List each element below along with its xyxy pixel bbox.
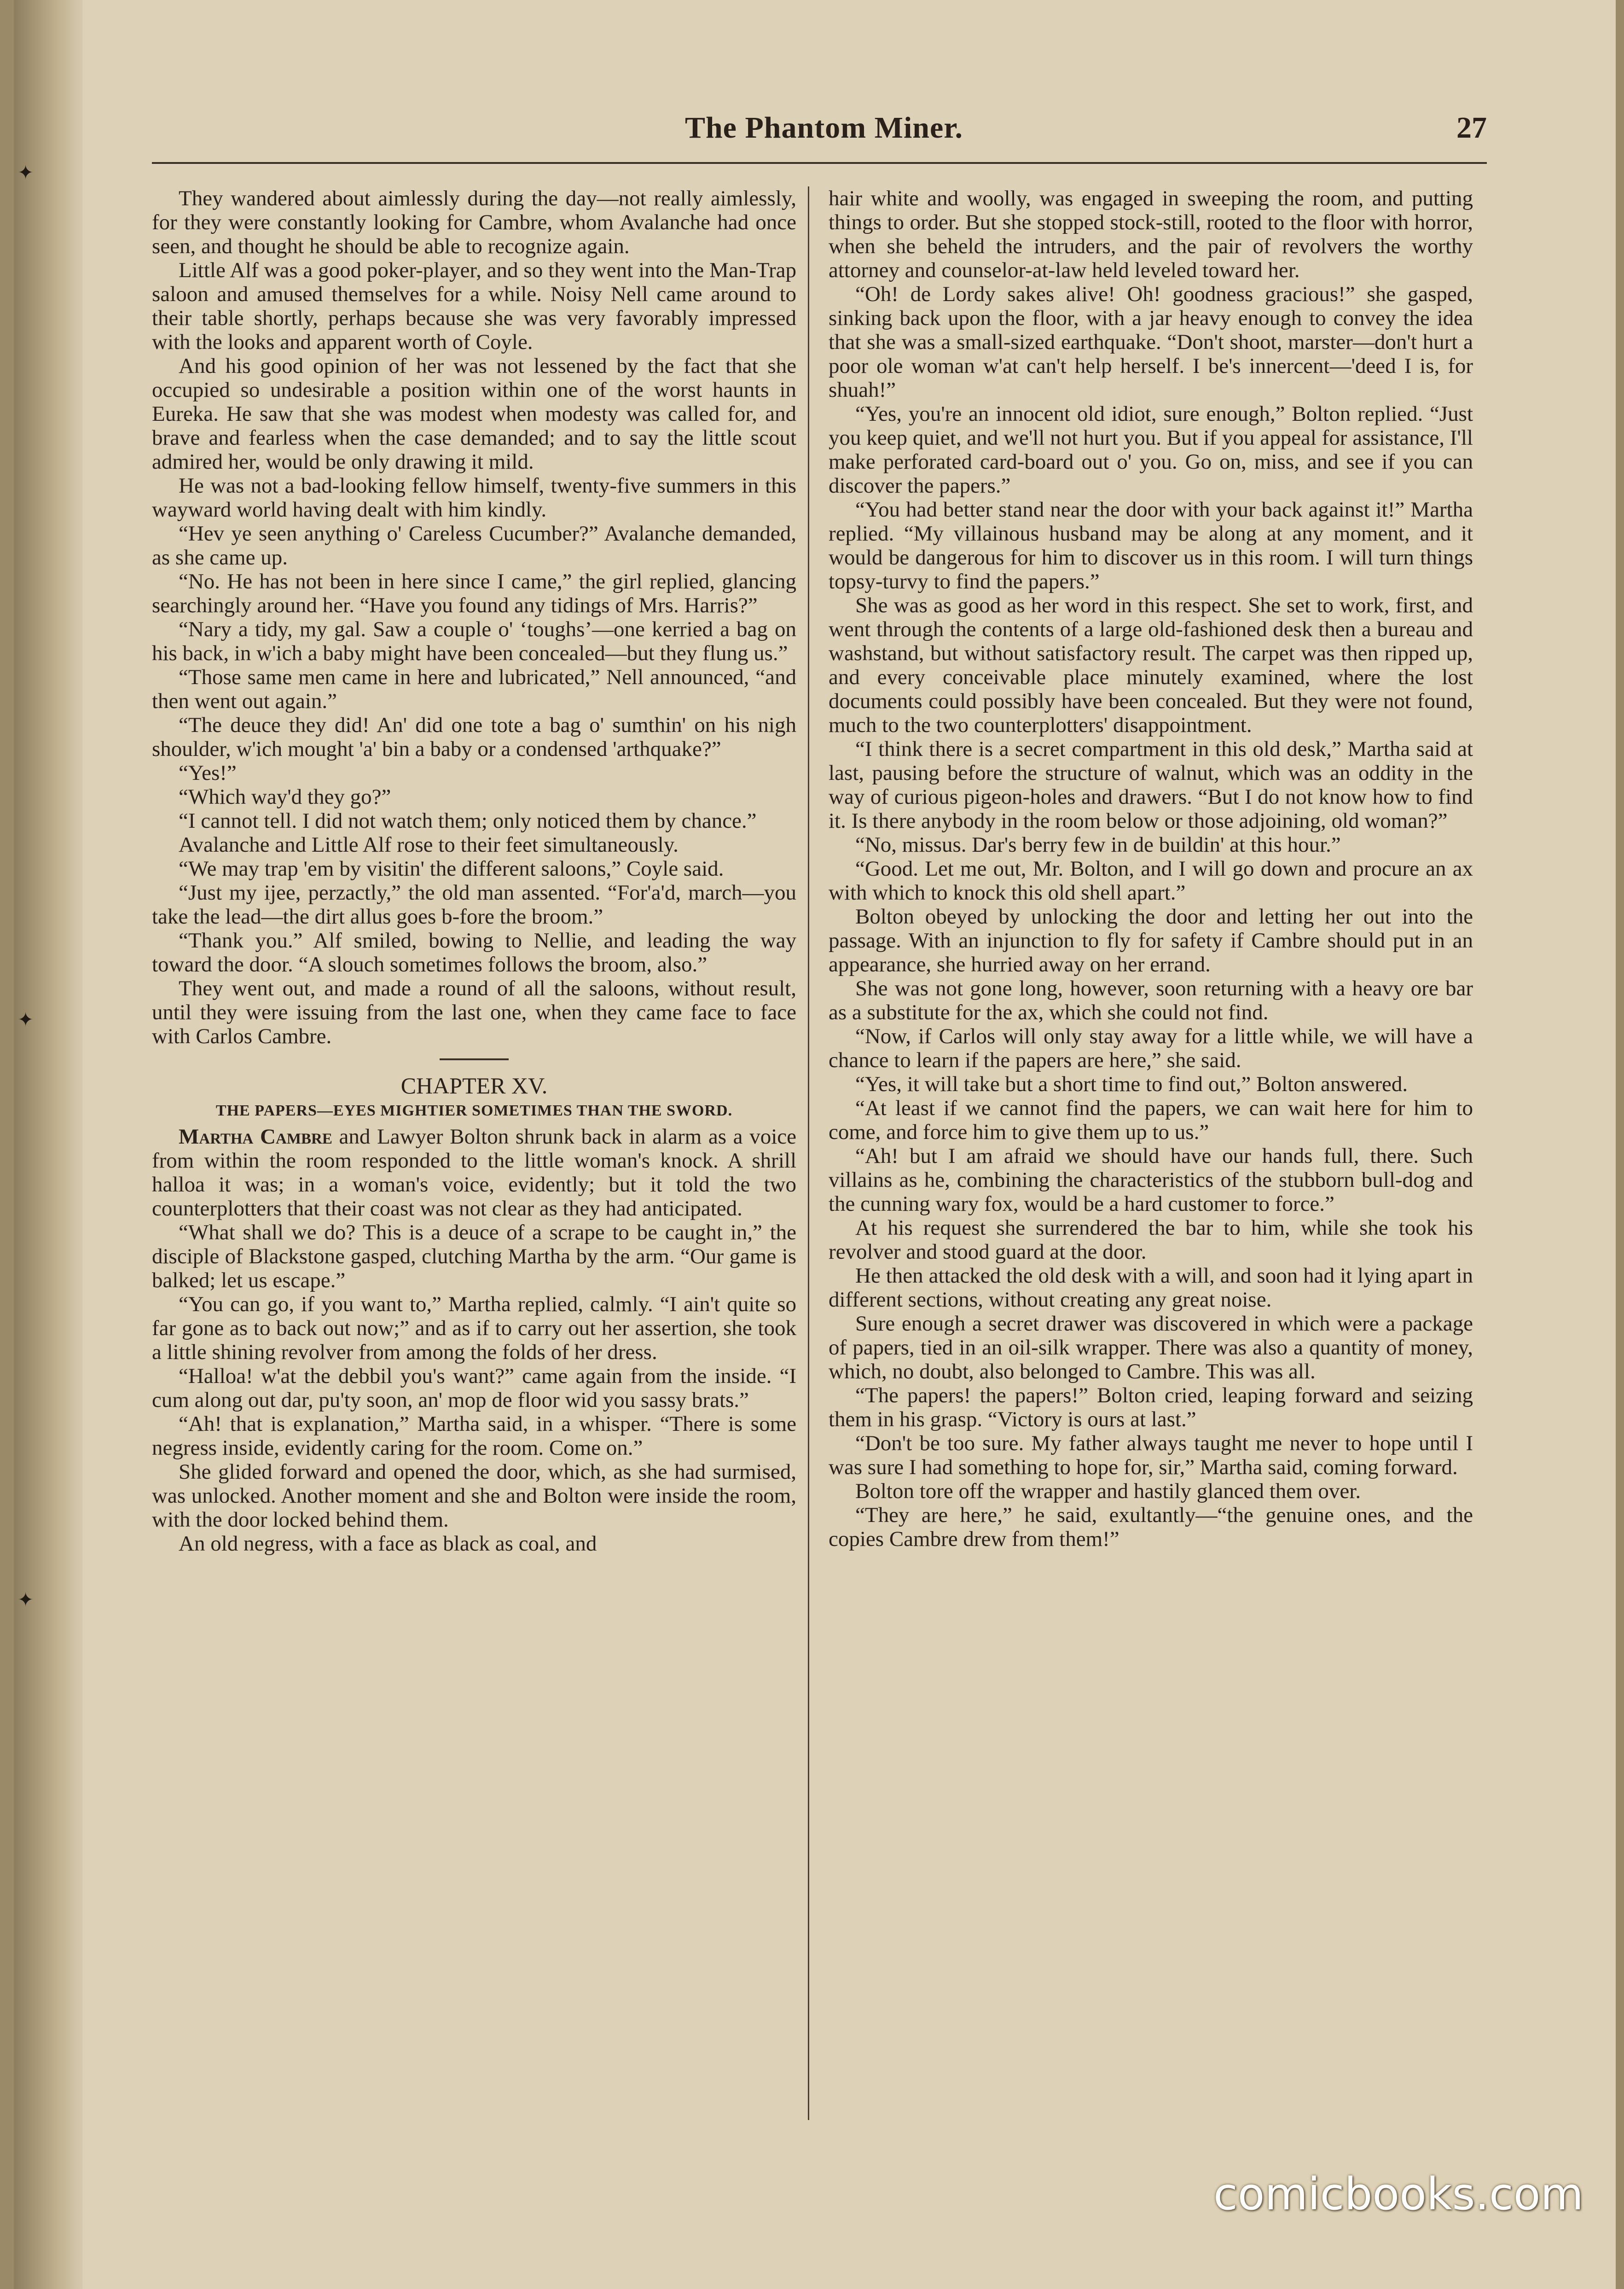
chapter-heading: CHAPTER XV. bbox=[400, 1073, 548, 1098]
paragraph: “You can go, if you want to,” Martha replied, calmly. “I ain't quite so far gone as to back out now;” and as if to carry out her assertion, she took a little shining revolver from among the folds of her dress. bbox=[152, 1292, 796, 1364]
running-title: The Phantom Miner. bbox=[684, 111, 963, 145]
paragraph: “Oh! de Lordy sakes alive! Oh! goodness gracious!” she gasped, sinking back upon the floor, with a jar heavy enough to convey the idea that she was a small-sized earthquake. “Don't shoot, marster—don't hurt a poor ole woman w'at can't help herself. I be's innercent—'deed I is, for shuah!” bbox=[829, 282, 1473, 402]
paragraph: “Now, if Carlos will only stay away for a little while, we will have a chance to learn if the papers are here,” she said. bbox=[829, 1024, 1473, 1072]
binding-gutter bbox=[14, 0, 83, 2289]
paragraph: “At least if we cannot find the papers, we can wait here for him to come, and force him to give them up to us.” bbox=[829, 1096, 1473, 1144]
paragraph: “Yes!” bbox=[179, 761, 237, 785]
chapter-divider bbox=[440, 1058, 509, 1060]
paragraph: She was as good as her word in this respect. She set to work, first, and went through the contents of a large old-fashioned desk then a bureau and washstand, but without satisfactory result. The carpet was then ripped up, and every conceivable place minutely examined, where the lost documents could possibly have been concealed. But they were not found, much to the two counterplotters' disappointment. bbox=[829, 593, 1473, 737]
column-divider bbox=[808, 186, 809, 2120]
paragraph: Little Alf was a good poker-player, and so they went into the Man-Trap saloon and amused themselves for a while. Noisy Nell came around to their table shortly, perhaps because she was very favorably impressed with the looks and apparent worth of Coyle. bbox=[152, 258, 796, 354]
paragraph: “Those same men came in here and lubricated,” Nell announced, “and then went out again.” bbox=[152, 665, 796, 713]
paragraph: She was not gone long, however, soon returning with a heavy ore bar as a substitute for the ax, which she could not find. bbox=[829, 976, 1473, 1024]
paragraph: “They are here,” he said, exultantly—“the genuine ones, and the copies Cambre drew from them!” bbox=[829, 1503, 1473, 1551]
binding-staple-icon: ✦ bbox=[17, 1588, 34, 1611]
paragraph: “The papers! the papers!” Bolton cried, leaping forward and seizing them in his grasp. “Victory is ours at last.” bbox=[829, 1383, 1473, 1431]
binding-staple-icon: ✦ bbox=[17, 161, 34, 184]
paragraph: “Good. Let me out, Mr. Bolton, and I will go down and procure an ax with which to knock this old shell apart.” bbox=[829, 857, 1473, 905]
site-watermark: comicbooks.com bbox=[1213, 2168, 1583, 2220]
paragraph-continued: hair white and woolly, was engaged in sweeping the room, and putting things to order. But she stopped stock-still, rooted to the floor with horror, when she beheld the intruders, and the pair of revolvers the worthy attorney and counselor-at-law held leveled toward her. bbox=[829, 186, 1473, 282]
paragraph: “Ah! but I am afraid we should have our hands full, there. Such villains as he, combining the characteristics of the stubborn bull-dog and the cunning wary fox, would be a hard customer to force.” bbox=[829, 1144, 1473, 1216]
paragraph: “I think there is a secret compartment in this old desk,” Martha said at last, pausing before the structure of walnut, which was an oddity in the way of curious pigeon-holes and drawers. “But I do not know how to find it. Is there anybody in the room below or those adjoining, old woman?” bbox=[829, 737, 1473, 833]
paragraph: He was not a bad-looking fellow himself, twenty-five summers in this wayward world having dealt with him kindly. bbox=[152, 474, 796, 522]
page-number: 27 bbox=[1456, 111, 1487, 145]
paragraph: They went out, and made a round of all the saloons, without result, until they were issuing from the last one, when they came face to face with Carlos Cambre. bbox=[152, 976, 796, 1048]
paragraph: “Nary a tidy, my gal. Saw a couple o' ‘toughs’—one kerried a bag on his back, in w'ich a baby might have been concealed—but they flung us.” bbox=[152, 617, 796, 665]
paragraph: “Hev ye seen anything o' Careless Cucumber?” Avalanche demanded, as she came up. bbox=[152, 522, 796, 569]
paragraph: “No. He has not been in here since I came,” the girl replied, glancing searchingly around her. “Have you found any tidings of Mrs. Harris?” bbox=[152, 569, 796, 617]
left-column bbox=[152, 186, 796, 2125]
paragraph: Bolton obeyed by unlocking the door and letting her out into the passage. With an injunction to fly for safety if Cambre should put in an appearance, she hurried away on her errand. bbox=[829, 905, 1473, 976]
paragraph: “We may trap 'em by visitin' the different saloons,” Coyle said. bbox=[179, 857, 724, 881]
book-page bbox=[14, 0, 1616, 2289]
paragraph: And his good opinion of her was not lessened by the fact that she occupied so undesirable a position within one of the worst haunts in Eureka. He saw that she was modest when modesty was called for, and brave and fearless when the case demanded; and to say the little scout admired her, would be only drawing it mild. bbox=[152, 354, 796, 474]
paragraph: “Thank you.” Alf smiled, bowing to Nellie, and leading the way toward the door. “A slouch sometimes follows the broom, also.” bbox=[152, 929, 796, 976]
chapter-opening-paragraph bbox=[152, 1125, 796, 1220]
paragraph: “Yes, you're an innocent old idiot, sure enough,” Bolton replied. “Just you keep quiet, and we'll not hurt you. But if you appeal for assistance, I'll make perforated card-board out o' you. Go on, miss, and see if you can discover the papers.” bbox=[829, 402, 1473, 498]
right-column bbox=[829, 186, 1473, 2125]
paragraph: “Halloa! w'at the debbil you's want?” came again from the inside. “I cum along out dar, pu'ty soon, an' mop de floor wid you sassy brats.” bbox=[152, 1364, 796, 1412]
paragraph: An old negress, with a face as black as coal, and bbox=[179, 1532, 597, 1556]
paragraph: “The deuce they did! An' did one tote a bag o' sumthin' on his nigh shoulder, w'ich mought 'a' bin a baby or a condensed 'arthquake?” bbox=[152, 713, 796, 761]
paragraph: “I cannot tell. I did not watch them; only noticed them by chance.” bbox=[179, 809, 757, 833]
paragraph: “No, missus. Dar's berry few in de buildin' at this hour.” bbox=[855, 833, 1341, 857]
chapter-lead-name: Martha Cambre bbox=[179, 1125, 332, 1149]
paragraph: Avalanche and Little Alf rose to their feet simultaneously. bbox=[179, 833, 679, 857]
paragraph: “Don't be too sure. My father always taught me never to hope until I was sure I had something to hope for, sir,” Martha said, coming forward. bbox=[829, 1431, 1473, 1479]
paragraph: Bolton tore off the wrapper and hastily glanced them over. bbox=[855, 1479, 1361, 1503]
paragraph: “You had better stand near the door with your back against it!” Martha replied. “My villainous husband may be along at any moment, and it would be dangerous for him to discover us in this room. I will turn things topsy-turvy to find the papers.” bbox=[829, 498, 1473, 593]
paragraph: “What shall we do? This is a deuce of a scrape to be caught in,” the disciple of Blackstone gasped, clutching Martha by the arm. “Our game is balked; let us escape.” bbox=[152, 1220, 796, 1292]
chapter-subtitle: THE PAPERS—EYES MIGHTIER SOMETIMES THAN THE SWORD. bbox=[215, 1102, 733, 1119]
page-header bbox=[161, 101, 1487, 152]
paragraph: “Just my ijee, perzactly,” the old man assented. “For'a'd, march—you take the lead—the dirt allus goes b-fore the broom.” bbox=[152, 881, 796, 929]
paragraph: She glided forward and opened the door, which, as she had surmised, was unlocked. Another moment and she and Bolton were inside the room, with the door locked behind them. bbox=[152, 1460, 796, 1532]
paragraph: At his request she surrendered the bar to him, while she took his revolver and stood guard at the door. bbox=[829, 1216, 1473, 1264]
paragraph: “Yes, it will take but a short time to find out,” Bolton answered. bbox=[855, 1072, 1408, 1096]
paragraph: They wandered about aimlessly during the day—not really aimlessly, for they were constantly looking for Cambre, whom Avalanche had once seen, and thought he should be able to recognize again. bbox=[152, 186, 796, 258]
binding-staple-icon: ✦ bbox=[17, 1008, 34, 1031]
header-rule bbox=[152, 162, 1487, 164]
paragraph: “Which way'd they go?” bbox=[179, 785, 391, 809]
chapter-lead-text: and Lawyer Bolton shrunk back in alarm as a voice from within the room responded to the little woman's knock. A shrill halloa it was; in a woman's voice, evidently; but it told the two counterplotters that their coast was not clear as they had anticipated. bbox=[152, 1125, 796, 1220]
paragraph: “Ah! that is explanation,” Martha said, in a whisper. “There is some negress inside, evidently caring for the room. Come on.” bbox=[152, 1412, 796, 1460]
paragraph: Sure enough a secret drawer was discovered in which were a package of papers, tied in an oil-silk wrapper. There was also a quantity of money, which, no doubt, also belonged to Cambre. This was all. bbox=[829, 1312, 1473, 1383]
paragraph: He then attacked the old desk with a will, and soon had it lying apart in different sections, without creating any great noise. bbox=[829, 1264, 1473, 1312]
